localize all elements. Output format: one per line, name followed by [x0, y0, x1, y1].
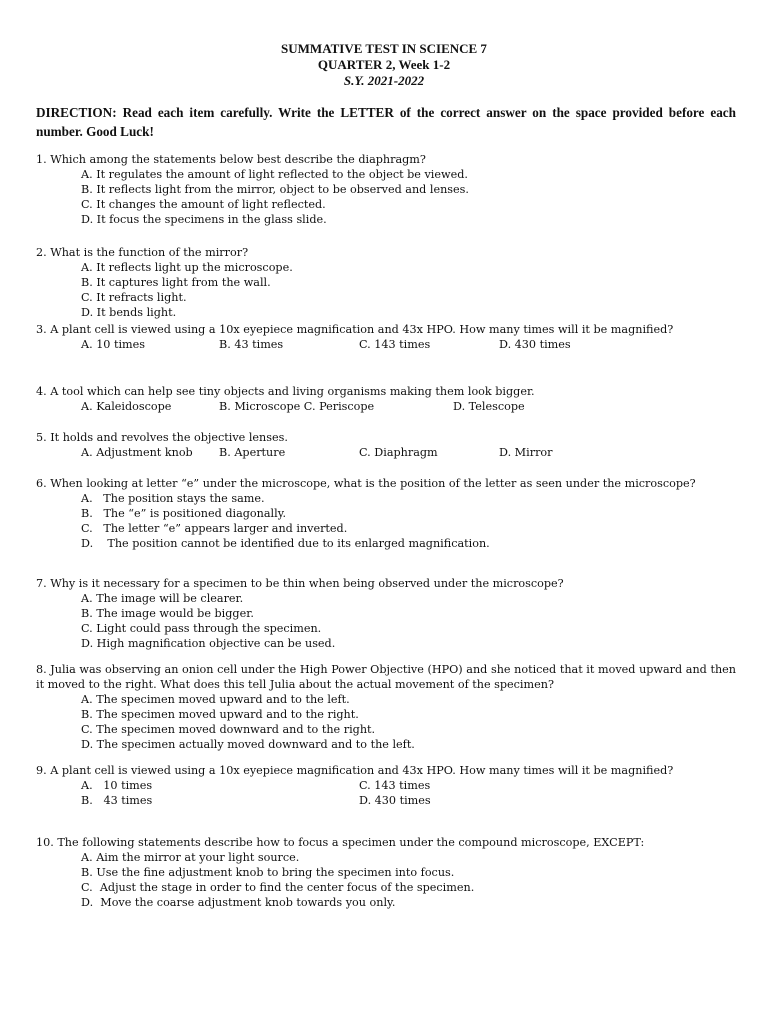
option-c: C. The letter “e” appears larger and inverted. — [81, 522, 348, 535]
question-2 — [36, 245, 736, 320]
option-b: B. 43 times — [219, 338, 284, 351]
options-row — [36, 337, 736, 352]
question-stem: 10. The following statements describe how to focus a specimen under the compound microscope, EXCEPT: — [36, 836, 645, 849]
option-b: B. It reflects light from the mirror, object to be observed and lenses. — [81, 183, 469, 196]
direction: DIRECTION: Read each item carefully. Write the LETTER of the correct answer on the space provided before each number. Good Luck! — [36, 105, 736, 139]
question-stem: 2. What is the function of the mirror? — [36, 246, 249, 259]
question-3 — [36, 322, 736, 352]
question-1 — [36, 152, 736, 227]
question-9 — [36, 763, 736, 808]
question-8 — [36, 662, 736, 752]
option-c: C. It changes the amount of light reflected. — [81, 198, 326, 211]
option-b: B. The image would be bigger. — [81, 607, 254, 620]
option-d: D. 430 times — [499, 338, 571, 351]
options-row — [36, 399, 736, 414]
option-a: A. Aim the mirror at your light source. — [81, 851, 300, 864]
options-row — [36, 778, 736, 793]
option-d: D. It focus the specimens in the glass slide. — [81, 213, 327, 226]
option-a: A. It reflects light up the microscope. — [81, 261, 293, 274]
question-stem: 1. Which among the statements below best describe the diaphragm? — [36, 153, 426, 166]
option-d: D. The specimen actually moved downward and to the left. — [81, 738, 415, 751]
option-c: C. 143 times — [359, 338, 431, 351]
option-c: C. It refracts light. — [81, 291, 187, 304]
option-b: B. Use the fine adjustment knob to bring the specimen into focus. — [81, 866, 455, 879]
question-stem: 8. Julia was observing an onion cell under the High Power Objective (HPO) and she noticed that it moved upward and then it moved to the right. What does this tell Julia about the actual movement of the specimen? — [36, 663, 736, 691]
option-c: C. Adjust the stage in order to find the center focus of the specimen. — [81, 881, 475, 894]
option-d: D. 430 times — [359, 794, 431, 807]
options-row — [36, 445, 736, 460]
option-a: A. Adjustment knob — [81, 446, 193, 459]
option-b: B. 43 times — [81, 794, 153, 807]
option-d: D. The position cannot be identified due to its enlarged magnification. — [81, 537, 490, 550]
option-a: A. Kaleidoscope — [81, 400, 172, 413]
option-b-c: B. Microscope C. Periscope — [219, 400, 375, 413]
option-a: A. The position stays the same. — [81, 492, 265, 505]
question-stem: 6. When looking at letter “e” under the microscope, what is the position of the letter as seen under the microscope? — [36, 477, 696, 490]
option-a: A. The image will be clearer. — [81, 592, 244, 605]
question-10 — [36, 835, 736, 910]
option-a: A. The specimen moved upward and to the left. — [81, 693, 350, 706]
question-stem: 7. Why is it necessary for a specimen to be thin when being observed under the microscope? — [36, 577, 564, 590]
question-stem: 4. A tool which can help see tiny objects and living organisms making them look bigger. — [36, 385, 535, 398]
option-b: B. The specimen moved upward and to the right. — [81, 708, 359, 721]
option-b: B. Aperture — [219, 446, 286, 459]
question-5 — [36, 430, 736, 460]
option-a: A. 10 times — [81, 338, 146, 351]
option-d: D. Move the coarse adjustment knob towards you only. — [81, 896, 396, 909]
option-c: C. Light could pass through the specimen. — [81, 622, 322, 635]
option-c: C. Diaphragm — [359, 446, 438, 459]
option-b: B. The “e” is positioned diagonally. — [81, 507, 287, 520]
option-d: D. Mirror — [499, 446, 553, 459]
question-stem: 3. A plant cell is viewed using a 10x eyepiece magnification and 43x HPO. How many times will it be magnified? — [36, 323, 674, 336]
school-year: S.Y. 2021-2022 — [343, 73, 425, 88]
option-d: D. Telescope — [453, 400, 525, 413]
question-6 — [36, 476, 736, 551]
question-stem: 5. It holds and revolves the objective lenses. — [36, 431, 288, 444]
question-4 — [36, 384, 736, 414]
option-a: A. 10 times — [81, 779, 153, 792]
test-title: SUMMATIVE TEST IN SCIENCE 7 — [281, 41, 487, 56]
option-c: C. 143 times — [359, 779, 431, 792]
option-d: D. High magnification objective can be used. — [81, 637, 336, 650]
option-a: A. It regulates the amount of light reflected to the object be viewed. — [81, 168, 468, 181]
option-b: B. It captures light from the wall. — [81, 276, 271, 289]
question-stem: 9. A plant cell is viewed using a 10x eyepiece magnification and 43x HPO. How many times will it be magnified? — [36, 764, 674, 777]
options-row — [36, 793, 736, 808]
option-d: D. It bends light. — [81, 306, 177, 319]
question-7 — [36, 576, 736, 651]
quarter-week: QUARTER 2, Week 1-2 — [317, 57, 451, 72]
option-c: C. The specimen moved downward and to the right. — [81, 723, 376, 736]
